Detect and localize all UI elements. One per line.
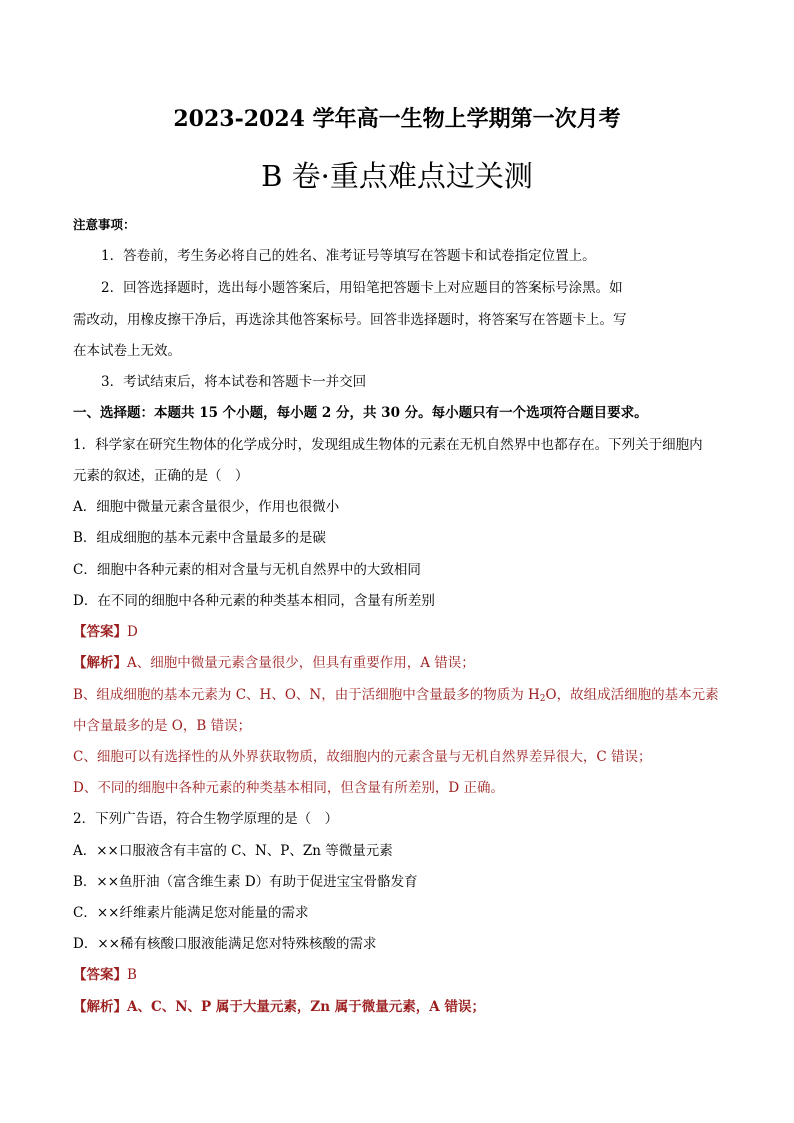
q1-explanation-d: D、不同的细胞中各种元素的种类基本相同，但含量有所差别，D 正确。: [73, 780, 504, 796]
q2-stem: 2．下列广告语，符合生物学原理的是（ ）: [73, 811, 339, 827]
notice-heading: 注意事项：: [73, 217, 136, 232]
q1-explanation-c: C、细胞可以有选择性的从外界获取物质，故细胞内的元素含量与无机自然界差异很大，C 错误；: [73, 749, 652, 765]
q1-option-c: C．细胞中各种元素的相对含量与无机自然界中的大致相同: [73, 562, 421, 578]
q1-explanation-b: B、组成细胞的基本元素为 C、H、O、N，由于活细胞中含量最多的物质为 $H_2O$，故组成活细胞的基本元素: [73, 687, 719, 704]
analysis-tag: 【解析】: [73, 655, 127, 671]
answer-tag: 【答案】: [73, 967, 127, 983]
q1-answer: [73, 622, 138, 642]
q2-option-b: B．××鱼肝油（富含维生素 D）有助于促进宝宝骨骼发育: [73, 874, 418, 890]
q2-option-a: A．××口服液含有丰富的 C、N、P、Zn 等微量元素: [73, 843, 393, 859]
analysis-tag: 【解析】: [73, 999, 127, 1015]
q2-option-c: C．××纤维素片能满足您对能量的需求: [73, 905, 309, 921]
q1-stem: 1．科学家在研究生物体的化学成分时，发现组成生物体的元素在无机自然界中也都存在。下列关于细胞内: [73, 437, 703, 453]
q1-explanation-a: 【解析】A、细胞中微量元素含量很少，但具有重要作用，A 错误；: [73, 655, 475, 671]
exam-title: 2023-2024 学年高一生物上学期第一次月考: [173, 106, 621, 132]
notice-item-2-end: 在本试卷上无效。: [73, 343, 181, 359]
q2-explanation-a: 【解析】A、C、N、P 属于大量元素，Zn 属于微量元素，A 错误；: [73, 999, 485, 1015]
notice-item-3: 3．考试结束后，将本试卷和答题卡一并交回: [101, 374, 367, 390]
notice-item-2: 2．回答选择题时，选出每小题答案后，用铅笔把答题卡上对应题目的答案标号涂黑。如: [101, 280, 623, 296]
q1-stem-cont: 元素的叙述，正确的是（ ）: [73, 468, 249, 484]
q1-option-b: B．组成细胞的基本元素中含量最多的是碳: [73, 530, 326, 546]
answer-tag: 【答案】: [73, 624, 127, 640]
answer-value: D: [127, 624, 138, 640]
notice-item-1: 1．答卷前，考生务必将自己的姓名、准考证号等填写在答题卡和试卷指定位置上。: [101, 248, 596, 264]
q2-option-d: D．××稀有核酸口服液能满足您对特殊核酸的需求: [73, 936, 377, 952]
q1-explanation-b-cont: 中含量最多的是 O，B 错误；: [73, 718, 252, 734]
q2-answer: [73, 965, 137, 985]
notice-item-2-cont: 需改动，用橡皮擦干净后，再选涂其他答案标号。回答非选择题时，将答案写在答题卡上。写: [73, 312, 627, 328]
q1-option-a: A．细胞中微量元素含量很少，作用也很微小: [73, 499, 340, 515]
q1-option-d: D．在不同的细胞中各种元素的种类基本相同，含量有所差别: [73, 593, 435, 609]
answer-value: B: [127, 967, 137, 983]
exam-subtitle: B 卷·重点难点过关测: [261, 159, 533, 193]
section-heading: 一、选择题：本题共 15 个小题，每小题 2 分，共 30 分。每小题只有一个选项符合题目要求。: [73, 405, 648, 421]
